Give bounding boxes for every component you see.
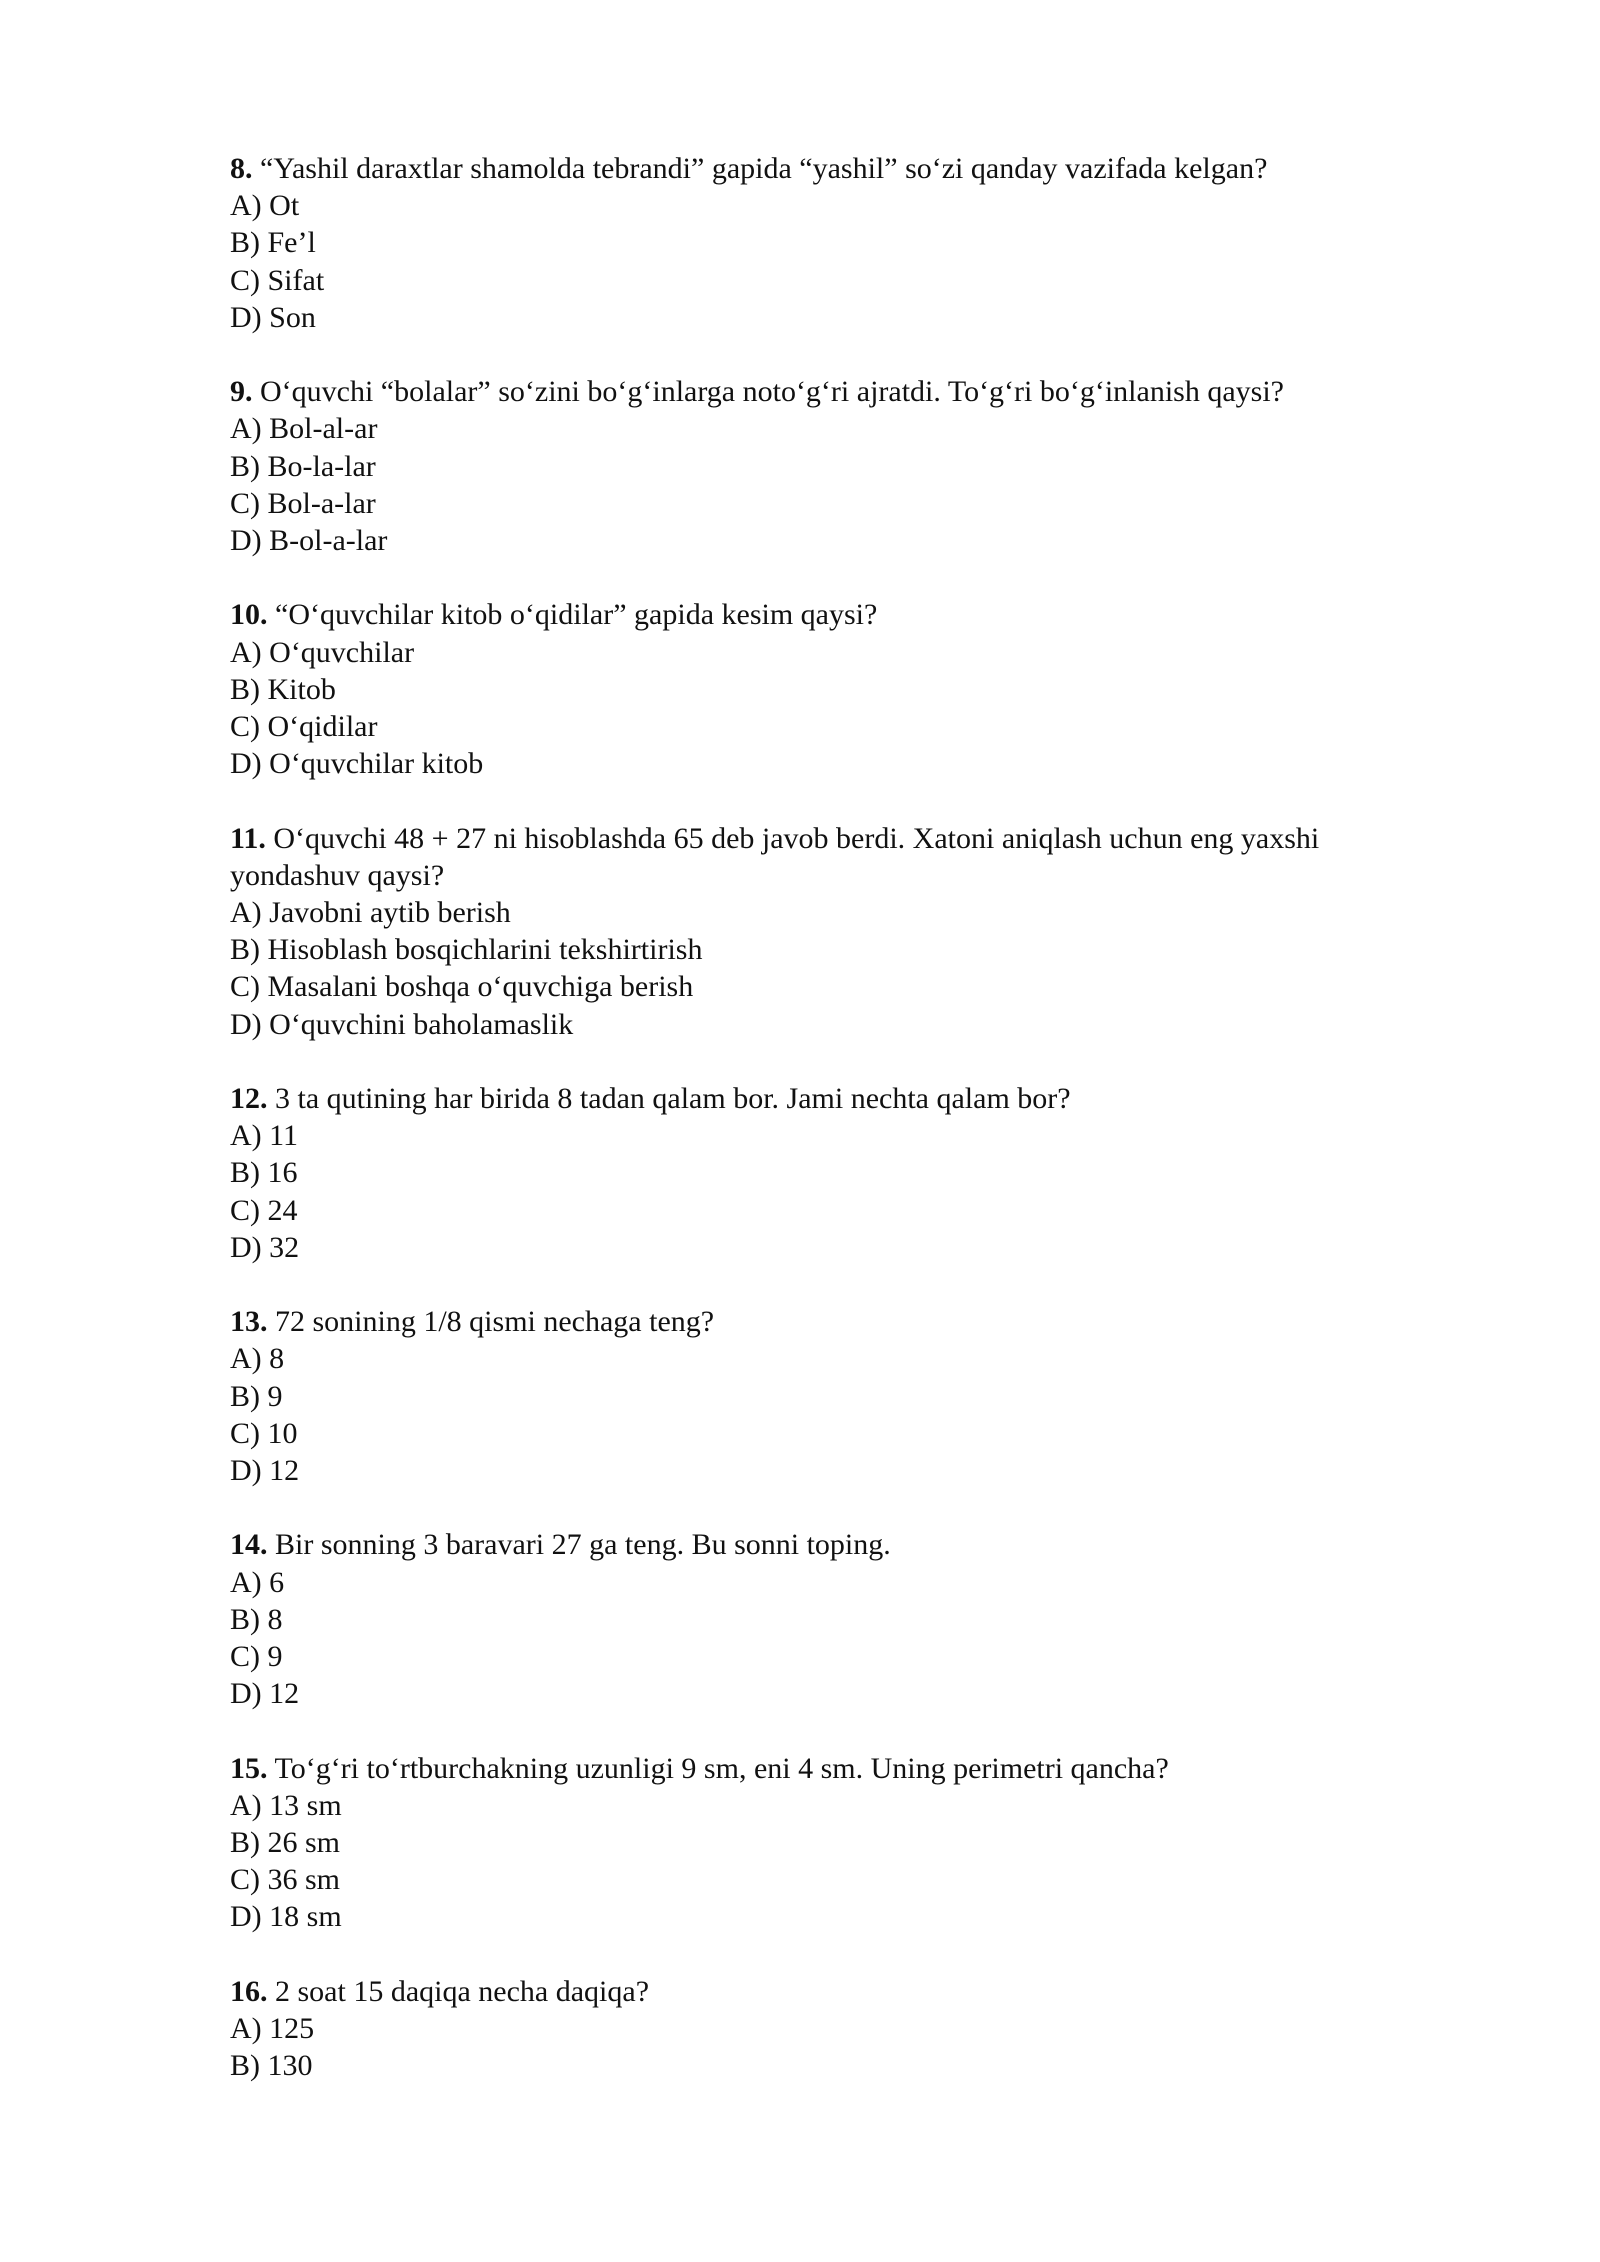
question-12: [230, 1080, 1430, 1266]
option-d: D) 12: [230, 1677, 300, 1711]
question-number: 8.: [230, 152, 253, 185]
question-stem: Bir sonning 3 baravari 27 ga teng. Bu sonni toping.: [275, 1528, 891, 1562]
option-d: D) B-ol-a-lar: [230, 524, 388, 558]
question-16: [230, 1973, 1430, 2085]
question-number: 12.: [230, 1082, 268, 1116]
question-text: [230, 373, 1430, 410]
question-stem: O‘quvchi “bolalar” so‘zini bo‘g‘inlarga noto‘g‘ri ajratdi. To‘g‘ri bo‘g‘inlanish qaysi?: [260, 375, 1284, 409]
question-11: [230, 820, 1430, 1043]
option-c: C) O‘qidilar: [230, 710, 378, 744]
option-b: B) 16: [230, 1156, 298, 1190]
question-number: 10.: [230, 598, 268, 632]
question-text: [230, 596, 1430, 633]
question-stem: “Yashil daraxtlar shamolda tebrandi” gapida “yashil” so‘zi qanday vazifada kelgan?: [260, 152, 1268, 185]
question-13: [230, 1303, 1430, 1489]
option-a: A) Javobni aytib berish: [230, 896, 511, 930]
question-number: 14.: [230, 1528, 268, 1562]
question-number: 13.: [230, 1305, 268, 1339]
option-a: A) 13 sm: [230, 1788, 342, 1822]
question-number: 9.: [230, 375, 253, 409]
question-stem: O‘quvchi 48 + 27 ni hisoblashda 65 deb javob berdi. Xatoni aniqlash uchun eng yaxshi yondashuv qaysi?: [230, 821, 1320, 892]
option-b: B) Hisoblash bosqichlarini tekshirtirish: [230, 933, 703, 967]
option-b: B) 26 sm: [230, 1826, 341, 1860]
option-d: D) 32: [230, 1230, 300, 1264]
question-text: [230, 1303, 1430, 1340]
question-number: 15.: [230, 1751, 268, 1785]
option-c: C) 9: [230, 1640, 283, 1674]
question-number: 11.: [230, 821, 266, 855]
question-10: [230, 596, 1430, 782]
option-c: C) 24: [230, 1193, 298, 1227]
option-b: B) Fe’l: [230, 226, 316, 260]
question-text: [230, 150, 1430, 187]
option-a: A) Ot: [230, 189, 300, 223]
option-c: C) Sifat: [230, 263, 325, 297]
question-15: [230, 1750, 1430, 1936]
question-stem: 3 ta qutining har birida 8 tadan qalam bor. Jami nechta qalam bor?: [275, 1082, 1071, 1116]
question-stem: 72 sonining 1/8 qismi nechaga teng?: [275, 1305, 715, 1339]
question-14: [230, 1526, 1430, 1712]
option-a: A) O‘quvchilar: [230, 635, 415, 669]
option-d: D) Son: [230, 300, 316, 334]
question-8: [230, 150, 1430, 336]
question-text: [230, 1080, 1430, 1117]
question-text: [230, 820, 1430, 894]
option-b: B) 8: [230, 1602, 283, 1636]
option-d: D) 12: [230, 1454, 300, 1488]
option-a: A) Bol-al-ar: [230, 412, 378, 446]
option-b: B) 130: [230, 2049, 313, 2083]
question-stem: “O‘quvchilar kitob o‘qidilar” gapida kesim qaysi?: [275, 598, 878, 632]
option-d: D) O‘quvchini baholamaslik: [230, 1007, 574, 1041]
option-c: C) 36 sm: [230, 1863, 341, 1897]
option-a: A) 125: [230, 2012, 315, 2046]
option-a: A) 6: [230, 1565, 285, 1599]
option-a: A) 11: [230, 1119, 299, 1153]
document-page: [230, 150, 1430, 2122]
question-text: [230, 1750, 1430, 1787]
question-number: 16.: [230, 1974, 268, 2008]
question-9: [230, 373, 1430, 559]
option-b: B) 9: [230, 1379, 283, 1413]
option-a: A) 8: [230, 1342, 285, 1376]
question-stem: To‘g‘ri to‘rtburchakning uzunligi 9 sm, eni 4 sm. Uning perimetri qancha?: [274, 1751, 1169, 1785]
option-c: C) Bol-a-lar: [230, 486, 376, 520]
option-b: B) Kitob: [230, 672, 336, 706]
option-d: D) 18 sm: [230, 1900, 342, 1934]
option-c: C) Masalani boshqa o‘quvchiga berish: [230, 970, 694, 1004]
question-text: [230, 1973, 1430, 2010]
question-text: [230, 1526, 1430, 1563]
option-c: C) 10: [230, 1416, 298, 1450]
option-d: D) O‘quvchilar kitob: [230, 747, 484, 781]
question-stem: 2 soat 15 daqiqa necha daqiqa?: [275, 1974, 650, 2008]
option-b: B) Bo-la-lar: [230, 449, 376, 483]
